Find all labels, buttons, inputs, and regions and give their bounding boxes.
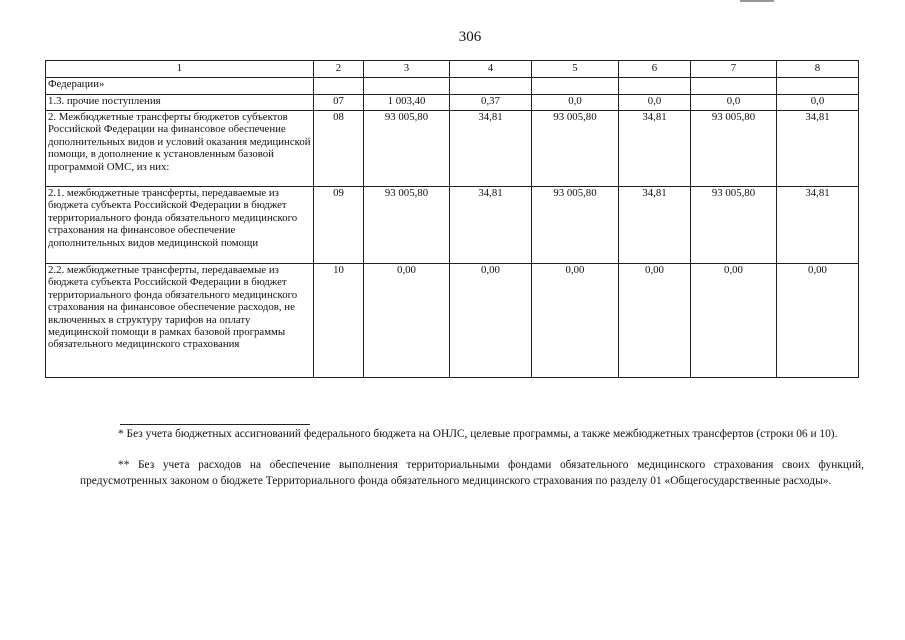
table-cell: 93 005,80 [532, 187, 619, 264]
table-cell [619, 78, 691, 95]
table-row [46, 264, 859, 378]
column-header: 4 [450, 61, 532, 78]
column-header: 8 [777, 61, 859, 78]
table-cell: 0,00 [450, 264, 532, 378]
table-cell: 34,81 [777, 111, 859, 187]
table-cell: 08 [314, 111, 364, 187]
column-header: 6 [619, 61, 691, 78]
table-cell: 34,81 [619, 187, 691, 264]
column-header: 7 [691, 61, 777, 78]
table-cell: 34,81 [450, 187, 532, 264]
table-cell [532, 78, 619, 95]
table-cell: 0,00 [619, 264, 691, 378]
table-cell: 0,0 [691, 95, 777, 111]
table-cell: 93 005,80 [691, 187, 777, 264]
table-cell [777, 78, 859, 95]
row-label: 2.2. межбюджетные трансферты, передаваемые из бюджета субъекта Российской Федерации в бюджет территориального фонда обязательного медицинского страхования на финансовое обеспечение расходов, не включенных в структуру тарифов на оплату медицинской помощи в рамках базовой программы обязательного медицинского страхования [46, 264, 314, 378]
table-cell: 93 005,80 [364, 187, 450, 264]
row-label: 2.1. межбюджетные трансферты, передаваемые из бюджета субъекта Российской Федерации в бюджет территориального фонда обязательного медицинского страхования на финансовое обеспечение дополнительных видов медицинской помощи [46, 187, 314, 264]
table-cell: 1 003,40 [364, 95, 450, 111]
table-cell: 0,00 [691, 264, 777, 378]
table-cell: 34,81 [619, 111, 691, 187]
scan-edge-mark [740, 0, 774, 2]
column-header: 2 [314, 61, 364, 78]
footnote-2: ** Без учета расходов на обеспечение выполнения территориальными фондами обязательного медицинского страхования своих функций, предусмотренных законом о бюджете Территориального фонда обязательного медицинского страхования по разделу 01 «Общегосударственные расходы». [80, 459, 864, 487]
table-cell: 0,0 [619, 95, 691, 111]
table-cell: 93 005,80 [691, 111, 777, 187]
budget-table [45, 60, 859, 378]
table-cell [314, 78, 364, 95]
page-number: 306 [458, 29, 482, 45]
table-row [46, 187, 859, 264]
row-label: 2. Межбюджетные трансферты бюджетов субъектов Российской Федерации на финансовое обеспечение дополнительных видов и условий оказания медицинской помощи, в дополнение к установленным базовой программой ОМС, из них: [46, 111, 314, 187]
table-cell: 0,0 [777, 95, 859, 111]
table-cell: 93 005,80 [364, 111, 450, 187]
footnote-1: * Без учета бюджетных ассигнований федерального бюджета на ОНЛС, целевые программы, а также межбюджетных трансфертов (строки 06 и 10). [118, 428, 838, 440]
column-header: 5 [532, 61, 619, 78]
table-cell: 0,37 [450, 95, 532, 111]
table-row [46, 78, 859, 95]
table-cell: 0,00 [532, 264, 619, 378]
row-label: 1.3. прочие поступления [46, 95, 314, 111]
table-cell [450, 78, 532, 95]
table-cell [364, 78, 450, 95]
column-header: 3 [364, 61, 450, 78]
column-header: 1 [46, 61, 314, 78]
table-cell: 93 005,80 [532, 111, 619, 187]
table-header-row [46, 61, 859, 78]
table-cell: 34,81 [450, 111, 532, 187]
table-cell [691, 78, 777, 95]
table-row [46, 95, 859, 111]
row-label: Федерации» [46, 78, 314, 95]
table-row [46, 111, 859, 187]
table-cell: 09 [314, 187, 364, 264]
table-cell: 10 [314, 264, 364, 378]
table-cell: 07 [314, 95, 364, 111]
table-cell: 34,81 [777, 187, 859, 264]
footnote-divider [120, 424, 310, 425]
table-cell: 0,00 [364, 264, 450, 378]
table-cell: 0,00 [777, 264, 859, 378]
table-cell: 0,0 [532, 95, 619, 111]
